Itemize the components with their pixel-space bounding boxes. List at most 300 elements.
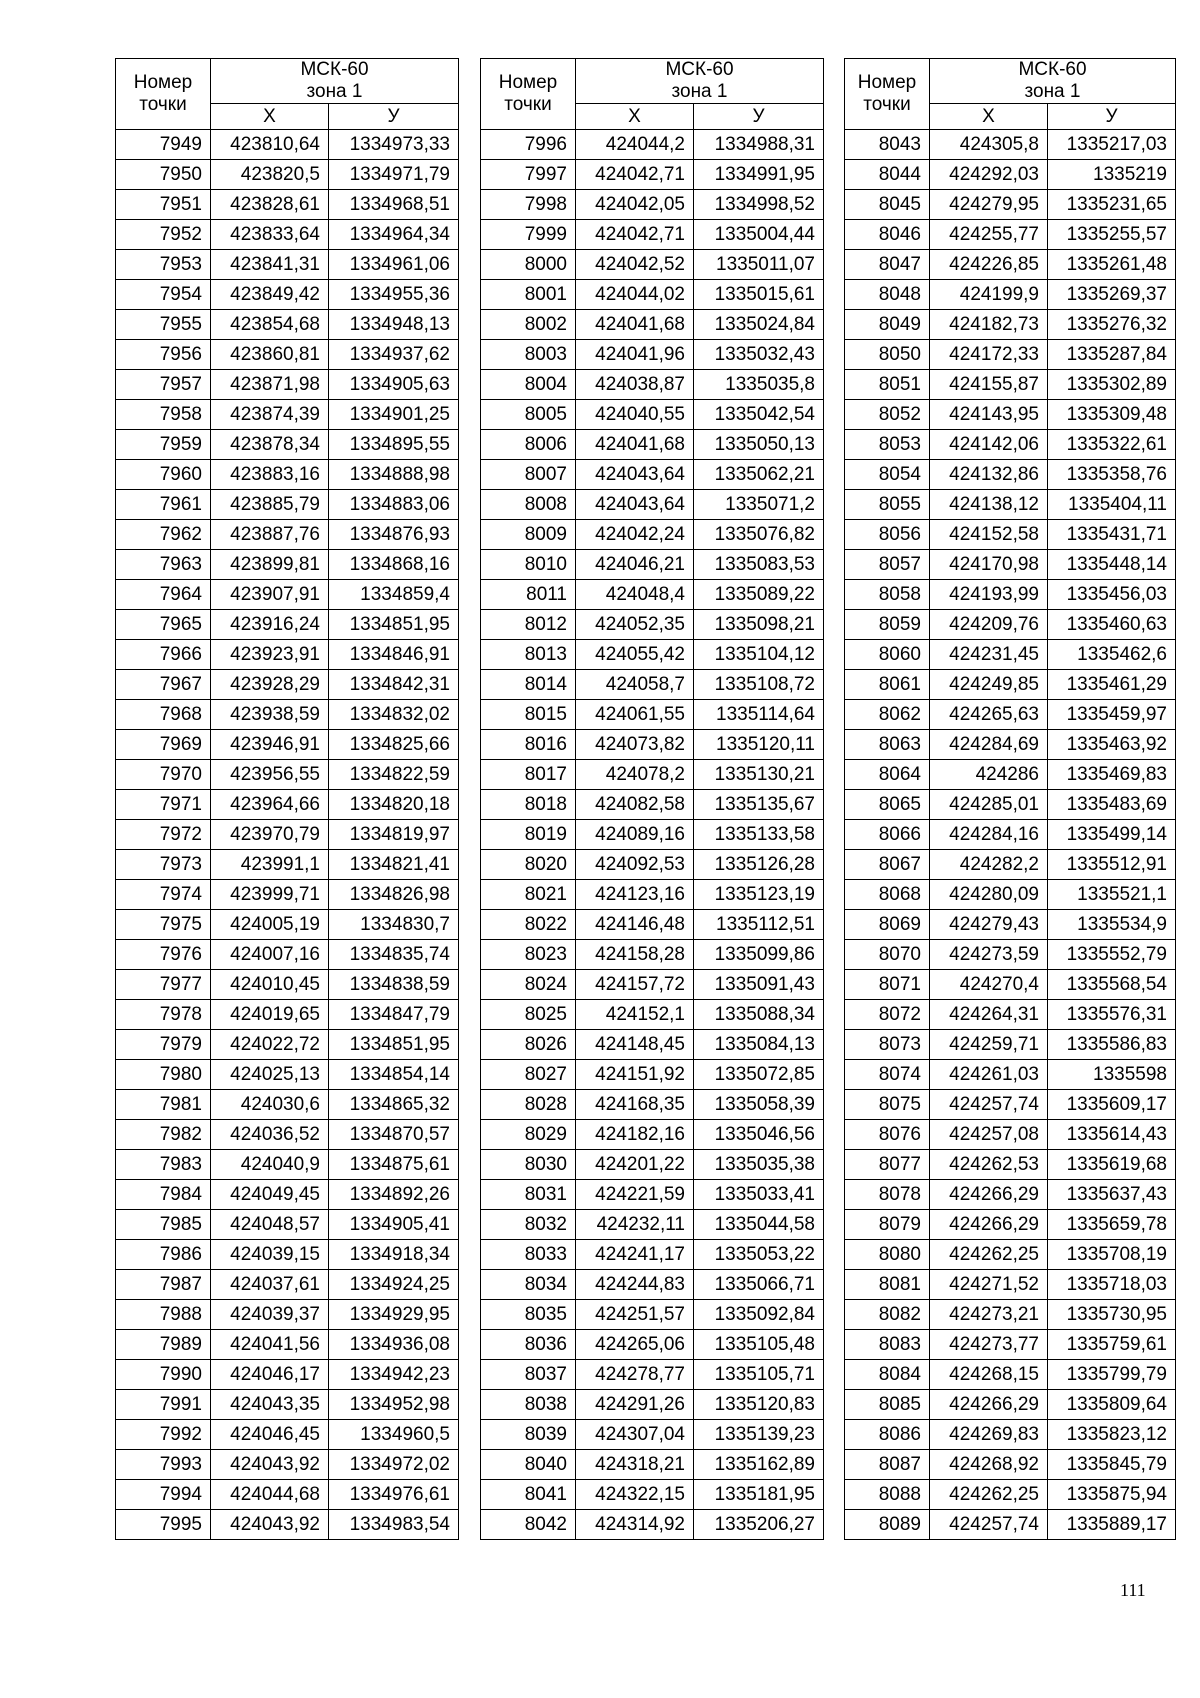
point-number-cell: 8078 bbox=[845, 1180, 930, 1210]
point-number-cell: 7994 bbox=[116, 1480, 211, 1510]
table-row bbox=[481, 1120, 824, 1150]
point-number-cell: 7962 bbox=[116, 520, 211, 550]
table-row bbox=[481, 1420, 824, 1450]
table-row bbox=[116, 1330, 459, 1360]
table-row bbox=[116, 250, 459, 280]
point-number-cell: 7992 bbox=[116, 1420, 211, 1450]
x-coordinate-cell: 424044,2 bbox=[576, 130, 694, 160]
table-row bbox=[845, 1360, 1176, 1390]
table-row bbox=[481, 1330, 824, 1360]
x-coordinate-cell: 424152,1 bbox=[576, 1000, 694, 1030]
table-row bbox=[116, 880, 459, 910]
point-number-header: Номер точки bbox=[116, 59, 211, 130]
table-body bbox=[116, 130, 459, 1540]
table-row bbox=[116, 580, 459, 610]
y-coordinate-cell: 1335089,22 bbox=[694, 580, 824, 610]
table-row bbox=[116, 1150, 459, 1180]
point-number-cell: 7971 bbox=[116, 790, 211, 820]
point-number-cell: 8089 bbox=[845, 1510, 930, 1540]
point-number-cell: 8079 bbox=[845, 1210, 930, 1240]
point-number-cell: 8006 bbox=[481, 430, 576, 460]
y-coordinate-cell: 1335099,86 bbox=[694, 940, 824, 970]
table-row bbox=[116, 1090, 459, 1120]
x-coordinate-cell: 423860,81 bbox=[211, 340, 329, 370]
point-number-cell: 7966 bbox=[116, 640, 211, 670]
y-coordinate-cell: 1334972,02 bbox=[329, 1450, 459, 1480]
y-coordinate-cell: 1334905,63 bbox=[329, 370, 459, 400]
table-row bbox=[116, 370, 459, 400]
table-row bbox=[845, 130, 1176, 160]
point-number-cell: 8039 bbox=[481, 1420, 576, 1450]
y-coordinate-cell: 1335460,63 bbox=[1048, 610, 1176, 640]
x-coordinate-cell: 424142,06 bbox=[930, 430, 1048, 460]
point-number-cell: 8015 bbox=[481, 700, 576, 730]
y-coordinate-cell: 1334983,54 bbox=[329, 1510, 459, 1540]
point-number-cell: 7984 bbox=[116, 1180, 211, 1210]
x-coordinate-cell: 424042,71 bbox=[576, 220, 694, 250]
x-coordinate-cell: 424037,61 bbox=[211, 1270, 329, 1300]
table-row bbox=[116, 190, 459, 220]
point-number-cell: 8049 bbox=[845, 310, 930, 340]
x-coordinate-cell: 424244,83 bbox=[576, 1270, 694, 1300]
y-coordinate-cell: 1335322,61 bbox=[1048, 430, 1176, 460]
x-coordinate-cell: 424010,45 bbox=[211, 970, 329, 1000]
x-coordinate-cell: 424052,35 bbox=[576, 610, 694, 640]
y-coordinate-cell: 1334822,59 bbox=[329, 760, 459, 790]
table-row bbox=[116, 460, 459, 490]
y-coordinate-cell: 1335483,69 bbox=[1048, 790, 1176, 820]
table-row bbox=[481, 340, 824, 370]
point-number-cell: 7980 bbox=[116, 1060, 211, 1090]
x-coordinate-cell: 424292,03 bbox=[930, 160, 1048, 190]
point-number-cell: 7970 bbox=[116, 760, 211, 790]
x-coordinate-cell: 423820,5 bbox=[211, 160, 329, 190]
y-coordinate-cell: 1335015,61 bbox=[694, 280, 824, 310]
point-number-cell: 8055 bbox=[845, 490, 930, 520]
y-coordinate-cell: 1334851,95 bbox=[329, 610, 459, 640]
y-coordinate-cell: 1334929,95 bbox=[329, 1300, 459, 1330]
y-coordinate-cell: 1335809,64 bbox=[1048, 1390, 1176, 1420]
x-coordinate-cell: 424268,15 bbox=[930, 1360, 1048, 1390]
x-coordinate-cell: 424262,25 bbox=[930, 1480, 1048, 1510]
y-coordinate-cell: 1335050,13 bbox=[694, 430, 824, 460]
point-number-cell: 8087 bbox=[845, 1450, 930, 1480]
y-coordinate-cell: 1334883,06 bbox=[329, 490, 459, 520]
point-number-cell: 7982 bbox=[116, 1120, 211, 1150]
y-coordinate-cell: 1335404,11 bbox=[1048, 490, 1176, 520]
y-coordinate-cell: 1335576,31 bbox=[1048, 1000, 1176, 1030]
x-coordinate-cell: 424082,58 bbox=[576, 790, 694, 820]
x-coordinate-cell: 424157,72 bbox=[576, 970, 694, 1000]
y-coordinate-cell: 1334976,61 bbox=[329, 1480, 459, 1510]
table-row bbox=[481, 610, 824, 640]
table-row bbox=[481, 1360, 824, 1390]
point-number-cell: 8045 bbox=[845, 190, 930, 220]
table-row bbox=[116, 940, 459, 970]
point-number-cell: 8040 bbox=[481, 1450, 576, 1480]
y-coordinate-cell: 1335659,78 bbox=[1048, 1210, 1176, 1240]
point-number-cell: 8024 bbox=[481, 970, 576, 1000]
x-coordinate-cell: 424042,05 bbox=[576, 190, 694, 220]
y-coordinate-cell: 1334998,52 bbox=[694, 190, 824, 220]
table-row bbox=[481, 190, 824, 220]
x-coordinate-cell: 424040,9 bbox=[211, 1150, 329, 1180]
table-row bbox=[845, 550, 1176, 580]
table-row bbox=[481, 940, 824, 970]
x-coordinate-cell: 424255,77 bbox=[930, 220, 1048, 250]
table-row bbox=[481, 1000, 824, 1030]
x-coordinate-cell: 424291,26 bbox=[576, 1390, 694, 1420]
table-row bbox=[845, 1000, 1176, 1030]
table-row bbox=[845, 910, 1176, 940]
table-row bbox=[116, 1420, 459, 1450]
y-coordinate-cell: 1334825,66 bbox=[329, 730, 459, 760]
point-number-cell: 8046 bbox=[845, 220, 930, 250]
point-number-cell: 8083 bbox=[845, 1330, 930, 1360]
x-coordinate-cell: 424172,33 bbox=[930, 340, 1048, 370]
y-coordinate-cell: 1335126,28 bbox=[694, 850, 824, 880]
table-row bbox=[116, 970, 459, 1000]
x-coordinate-cell: 424038,87 bbox=[576, 370, 694, 400]
point-number-cell: 7949 bbox=[116, 130, 211, 160]
table-row bbox=[481, 730, 824, 760]
x-coordinate-cell: 424264,31 bbox=[930, 1000, 1048, 1030]
y-coordinate-cell: 1334854,14 bbox=[329, 1060, 459, 1090]
y-coordinate-cell: 1334868,16 bbox=[329, 550, 459, 580]
table-row bbox=[845, 610, 1176, 640]
y-coordinate-cell: 1335309,48 bbox=[1048, 400, 1176, 430]
table-row bbox=[481, 400, 824, 430]
point-number-cell: 8007 bbox=[481, 460, 576, 490]
y-coordinate-cell: 1335071,2 bbox=[694, 490, 824, 520]
table-row bbox=[845, 280, 1176, 310]
point-number-cell: 8037 bbox=[481, 1360, 576, 1390]
table-row bbox=[845, 340, 1176, 370]
table-row bbox=[481, 130, 824, 160]
y-coordinate-cell: 1335469,83 bbox=[1048, 760, 1176, 790]
x-coordinate-cell: 424257,74 bbox=[930, 1090, 1048, 1120]
x-coordinate-cell: 423871,98 bbox=[211, 370, 329, 400]
x-coordinate-cell: 424005,19 bbox=[211, 910, 329, 940]
y-coordinate-cell: 1335462,6 bbox=[1048, 640, 1176, 670]
table-row bbox=[481, 1450, 824, 1480]
y-coordinate-cell: 1334830,7 bbox=[329, 910, 459, 940]
point-number-cell: 8072 bbox=[845, 1000, 930, 1030]
table-row bbox=[481, 580, 824, 610]
y-coordinate-cell: 1335889,17 bbox=[1048, 1510, 1176, 1540]
table-row bbox=[116, 1300, 459, 1330]
table-row bbox=[116, 1030, 459, 1060]
point-number-cell: 8056 bbox=[845, 520, 930, 550]
table-row bbox=[481, 1390, 824, 1420]
point-number-cell: 7983 bbox=[116, 1150, 211, 1180]
table-row bbox=[845, 310, 1176, 340]
x-coordinate-cell: 423874,39 bbox=[211, 400, 329, 430]
y-coordinate-cell: 1335614,43 bbox=[1048, 1120, 1176, 1150]
table-row bbox=[845, 1510, 1176, 1540]
y-coordinate-cell: 1335004,44 bbox=[694, 220, 824, 250]
x-coordinate-cell: 424270,4 bbox=[930, 970, 1048, 1000]
x-coordinate-cell: 423964,66 bbox=[211, 790, 329, 820]
point-number-cell: 8060 bbox=[845, 640, 930, 670]
y-coordinate-cell: 1334905,41 bbox=[329, 1210, 459, 1240]
x-coordinate-cell: 424251,57 bbox=[576, 1300, 694, 1330]
point-number-cell: 8058 bbox=[845, 580, 930, 610]
y-coordinate-cell: 1334960,5 bbox=[329, 1420, 459, 1450]
table-row bbox=[116, 430, 459, 460]
y-coordinate-cell: 1335162,89 bbox=[694, 1450, 824, 1480]
y-coordinate-cell: 1334918,34 bbox=[329, 1240, 459, 1270]
x-coordinate-cell: 424042,24 bbox=[576, 520, 694, 550]
point-number-cell: 7986 bbox=[116, 1240, 211, 1270]
x-coordinate-cell: 424257,74 bbox=[930, 1510, 1048, 1540]
table-row bbox=[481, 1090, 824, 1120]
x-coordinate-cell: 424201,22 bbox=[576, 1150, 694, 1180]
point-number-cell: 8020 bbox=[481, 850, 576, 880]
point-number-header: Номер точки bbox=[481, 59, 576, 130]
x-coordinate-cell: 424182,73 bbox=[930, 310, 1048, 340]
x-coordinate-cell: 423923,91 bbox=[211, 640, 329, 670]
x-coordinate-cell: 423883,16 bbox=[211, 460, 329, 490]
point-number-cell: 8073 bbox=[845, 1030, 930, 1060]
y-coordinate-cell: 1334859,4 bbox=[329, 580, 459, 610]
table-row bbox=[116, 1060, 459, 1090]
y-coordinate-cell: 1334835,74 bbox=[329, 940, 459, 970]
point-number-cell: 8080 bbox=[845, 1240, 930, 1270]
y-coordinate-cell: 1335875,94 bbox=[1048, 1480, 1176, 1510]
x-coordinate-cell: 424151,92 bbox=[576, 1060, 694, 1090]
x-coordinate-cell: 424284,16 bbox=[930, 820, 1048, 850]
coordinates-table-2 bbox=[480, 58, 824, 1540]
y-coordinate-cell: 1335799,79 bbox=[1048, 1360, 1176, 1390]
table-row bbox=[116, 220, 459, 250]
y-coordinate-cell: 1335448,14 bbox=[1048, 550, 1176, 580]
table-row bbox=[481, 910, 824, 940]
y-coordinate-cell: 1334936,08 bbox=[329, 1330, 459, 1360]
x-coordinate-cell: 424022,72 bbox=[211, 1030, 329, 1060]
point-number-cell: 8019 bbox=[481, 820, 576, 850]
table-row bbox=[116, 1390, 459, 1420]
point-number-cell: 7960 bbox=[116, 460, 211, 490]
x-coordinate-cell: 424061,55 bbox=[576, 700, 694, 730]
point-number-cell: 8053 bbox=[845, 430, 930, 460]
table-row bbox=[116, 1210, 459, 1240]
table-row bbox=[481, 880, 824, 910]
point-number-cell: 8031 bbox=[481, 1180, 576, 1210]
point-number-cell: 7973 bbox=[116, 850, 211, 880]
y-coordinate-cell: 1335120,83 bbox=[694, 1390, 824, 1420]
point-number-cell: 8041 bbox=[481, 1480, 576, 1510]
table-row bbox=[845, 580, 1176, 610]
x-column-header: Х bbox=[211, 104, 329, 130]
x-coordinate-cell: 424041,68 bbox=[576, 310, 694, 340]
y-coordinate-cell: 1335431,71 bbox=[1048, 520, 1176, 550]
table-row bbox=[481, 1510, 824, 1540]
x-coordinate-cell: 424273,77 bbox=[930, 1330, 1048, 1360]
point-number-cell: 7989 bbox=[116, 1330, 211, 1360]
table-row bbox=[845, 640, 1176, 670]
point-number-cell: 7952 bbox=[116, 220, 211, 250]
x-coordinate-cell: 423991,1 bbox=[211, 850, 329, 880]
y-coordinate-cell: 1335084,13 bbox=[694, 1030, 824, 1060]
point-number-cell: 7976 bbox=[116, 940, 211, 970]
x-coordinate-cell: 424073,82 bbox=[576, 730, 694, 760]
x-coordinate-cell: 424049,45 bbox=[211, 1180, 329, 1210]
table-row bbox=[845, 1180, 1176, 1210]
point-number-cell: 8062 bbox=[845, 700, 930, 730]
y-coordinate-cell: 1335730,95 bbox=[1048, 1300, 1176, 1330]
point-number-cell: 8032 bbox=[481, 1210, 576, 1240]
x-coordinate-cell: 424193,99 bbox=[930, 580, 1048, 610]
point-number-cell: 7958 bbox=[116, 400, 211, 430]
x-coordinate-cell: 423956,55 bbox=[211, 760, 329, 790]
point-number-cell: 7969 bbox=[116, 730, 211, 760]
table-row bbox=[845, 730, 1176, 760]
y-coordinate-cell: 1335105,71 bbox=[694, 1360, 824, 1390]
x-column-header: Х bbox=[930, 104, 1048, 130]
x-coordinate-cell: 424042,52 bbox=[576, 250, 694, 280]
table-row bbox=[845, 1120, 1176, 1150]
point-number-cell: 8000 bbox=[481, 250, 576, 280]
y-coordinate-cell: 1334832,02 bbox=[329, 700, 459, 730]
x-coordinate-cell: 424182,16 bbox=[576, 1120, 694, 1150]
point-number-cell: 8034 bbox=[481, 1270, 576, 1300]
point-number-cell: 8001 bbox=[481, 280, 576, 310]
table-row bbox=[481, 1210, 824, 1240]
y-coordinate-cell: 1335181,95 bbox=[694, 1480, 824, 1510]
y-coordinate-cell: 1335035,38 bbox=[694, 1150, 824, 1180]
x-coordinate-cell: 424282,2 bbox=[930, 850, 1048, 880]
y-coordinate-cell: 1335092,84 bbox=[694, 1300, 824, 1330]
table-row bbox=[481, 1300, 824, 1330]
y-coordinate-cell: 1334924,25 bbox=[329, 1270, 459, 1300]
table-row bbox=[845, 250, 1176, 280]
y-coordinate-cell: 1334838,59 bbox=[329, 970, 459, 1000]
table-body bbox=[481, 130, 824, 1540]
x-coordinate-cell: 424269,83 bbox=[930, 1420, 1048, 1450]
x-coordinate-cell: 423899,81 bbox=[211, 550, 329, 580]
point-number-cell: 8061 bbox=[845, 670, 930, 700]
y-coordinate-cell: 1335609,17 bbox=[1048, 1090, 1176, 1120]
point-number-cell: 8064 bbox=[845, 760, 930, 790]
y-coordinate-cell: 1335456,03 bbox=[1048, 580, 1176, 610]
x-coordinate-cell: 424265,63 bbox=[930, 700, 1048, 730]
page-number: 111 bbox=[1120, 1580, 1146, 1600]
y-coordinate-cell: 1335463,92 bbox=[1048, 730, 1176, 760]
x-coordinate-cell: 424048,4 bbox=[576, 580, 694, 610]
x-coordinate-cell: 424132,86 bbox=[930, 460, 1048, 490]
y-coordinate-cell: 1334842,31 bbox=[329, 670, 459, 700]
table-body bbox=[845, 130, 1176, 1540]
point-number-cell: 8026 bbox=[481, 1030, 576, 1060]
x-coordinate-cell: 424221,59 bbox=[576, 1180, 694, 1210]
table-row bbox=[845, 220, 1176, 250]
y-coordinate-cell: 1335044,58 bbox=[694, 1210, 824, 1240]
point-number-cell: 8003 bbox=[481, 340, 576, 370]
y-coordinate-cell: 1334988,31 bbox=[694, 130, 824, 160]
point-number-cell: 7968 bbox=[116, 700, 211, 730]
point-number-cell: 7950 bbox=[116, 160, 211, 190]
table-row bbox=[845, 1450, 1176, 1480]
point-number-cell: 8068 bbox=[845, 880, 930, 910]
y-coordinate-cell: 1335046,56 bbox=[694, 1120, 824, 1150]
x-coordinate-cell: 424168,35 bbox=[576, 1090, 694, 1120]
y-coordinate-cell: 1335104,12 bbox=[694, 640, 824, 670]
y-coordinate-cell: 1335718,03 bbox=[1048, 1270, 1176, 1300]
table-row bbox=[845, 400, 1176, 430]
point-number-cell: 8036 bbox=[481, 1330, 576, 1360]
x-coordinate-cell: 424055,42 bbox=[576, 640, 694, 670]
x-coordinate-cell: 424046,17 bbox=[211, 1360, 329, 1390]
table-row bbox=[116, 490, 459, 520]
table-row bbox=[116, 1120, 459, 1150]
x-coordinate-cell: 424232,11 bbox=[576, 1210, 694, 1240]
point-number-cell: 7956 bbox=[116, 340, 211, 370]
table-row bbox=[116, 790, 459, 820]
point-number-cell: 7999 bbox=[481, 220, 576, 250]
x-coordinate-cell: 423833,64 bbox=[211, 220, 329, 250]
x-coordinate-cell: 424041,56 bbox=[211, 1330, 329, 1360]
table-row bbox=[481, 790, 824, 820]
coordinates-table-1 bbox=[115, 58, 459, 1540]
x-coordinate-cell: 423887,76 bbox=[211, 520, 329, 550]
table-row bbox=[481, 1180, 824, 1210]
x-coordinate-cell: 424279,43 bbox=[930, 910, 1048, 940]
x-coordinate-cell: 424209,76 bbox=[930, 610, 1048, 640]
y-coordinate-cell: 1335120,11 bbox=[694, 730, 824, 760]
y-coordinate-cell: 1335105,48 bbox=[694, 1330, 824, 1360]
y-coordinate-cell: 1335108,72 bbox=[694, 670, 824, 700]
y-coordinate-cell: 1334948,13 bbox=[329, 310, 459, 340]
x-coordinate-cell: 424271,52 bbox=[930, 1270, 1048, 1300]
table-row bbox=[845, 880, 1176, 910]
y-coordinate-cell: 1335088,34 bbox=[694, 1000, 824, 1030]
x-coordinate-cell: 424305,8 bbox=[930, 130, 1048, 160]
table-row bbox=[845, 1390, 1176, 1420]
x-coordinate-cell: 424226,85 bbox=[930, 250, 1048, 280]
coordinate-system-header: МСК-60 зона 1 bbox=[211, 59, 459, 104]
x-coordinate-cell: 423828,61 bbox=[211, 190, 329, 220]
coordinate-system-header: МСК-60 зона 1 bbox=[576, 59, 824, 104]
y-coordinate-cell: 1335053,22 bbox=[694, 1240, 824, 1270]
y-coordinate-cell: 1335552,79 bbox=[1048, 940, 1176, 970]
x-coordinate-cell: 424257,08 bbox=[930, 1120, 1048, 1150]
table-row bbox=[845, 820, 1176, 850]
point-number-cell: 7995 bbox=[116, 1510, 211, 1540]
point-number-cell: 7993 bbox=[116, 1450, 211, 1480]
point-number-cell: 8082 bbox=[845, 1300, 930, 1330]
y-coordinate-cell: 1335114,64 bbox=[694, 700, 824, 730]
point-number-cell: 8070 bbox=[845, 940, 930, 970]
y-coordinate-cell: 1335269,37 bbox=[1048, 280, 1176, 310]
table-row bbox=[845, 970, 1176, 1000]
x-coordinate-cell: 424043,92 bbox=[211, 1450, 329, 1480]
y-coordinate-cell: 1335091,43 bbox=[694, 970, 824, 1000]
point-number-cell: 7979 bbox=[116, 1030, 211, 1060]
table-row bbox=[845, 1210, 1176, 1240]
point-number-cell: 7964 bbox=[116, 580, 211, 610]
table-row bbox=[481, 370, 824, 400]
point-number-cell: 8063 bbox=[845, 730, 930, 760]
y-coordinate-cell: 1335521,1 bbox=[1048, 880, 1176, 910]
y-coordinate-cell: 1334851,95 bbox=[329, 1030, 459, 1060]
x-coordinate-cell: 424040,55 bbox=[576, 400, 694, 430]
y-coordinate-cell: 1334973,33 bbox=[329, 130, 459, 160]
y-coordinate-cell: 1335130,21 bbox=[694, 760, 824, 790]
point-number-cell: 7997 bbox=[481, 160, 576, 190]
y-coordinate-cell: 1334937,62 bbox=[329, 340, 459, 370]
point-number-cell: 8018 bbox=[481, 790, 576, 820]
